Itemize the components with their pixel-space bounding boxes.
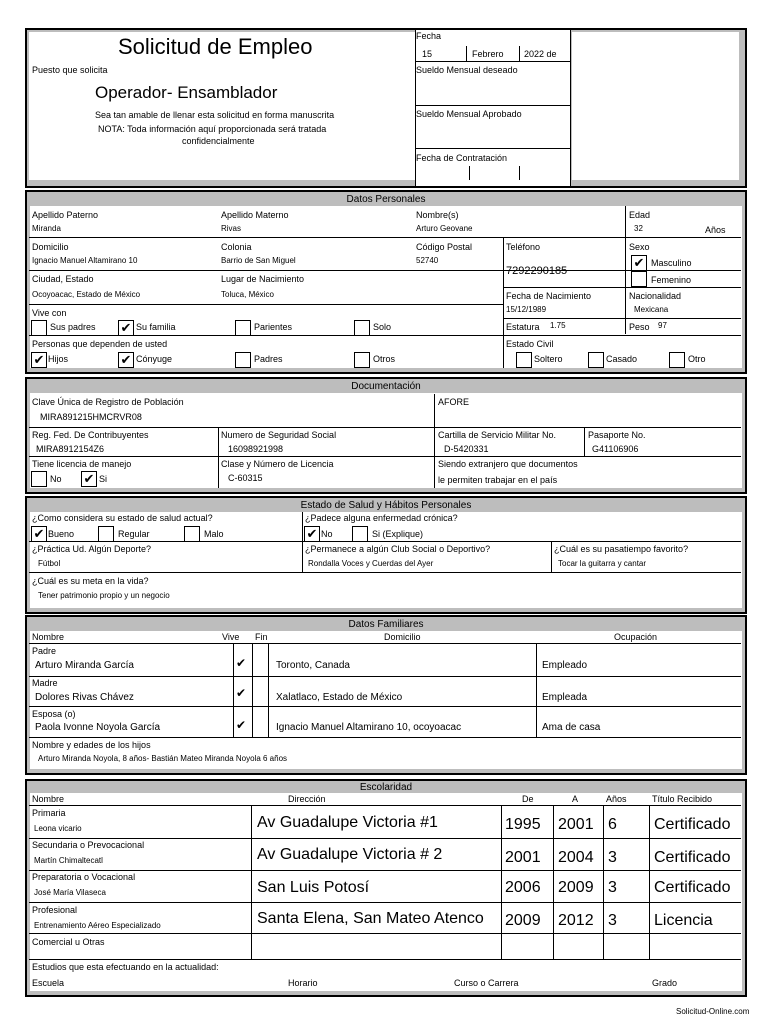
school-row-de[interactable]: 2006 <box>505 879 541 896</box>
school-row-level: Secundaria o Prevocacional <box>32 840 145 850</box>
rfc-value[interactable]: MIRA8912154Z6 <box>36 444 105 454</box>
civil-label: Estado Civil <box>506 339 554 349</box>
escuela-label: Escuela <box>32 978 65 988</box>
casado-label: Casado <box>606 354 638 364</box>
family-col-vive: Vive <box>222 632 240 642</box>
domicilio-value[interactable]: Ignacio Manuel Altamirano 10 <box>32 256 138 265</box>
militar-value[interactable]: D-5420331 <box>444 444 489 454</box>
grado-label: Grado <box>652 978 678 988</box>
family-row-ocupacion[interactable]: Empleado <box>542 660 588 671</box>
instruction-text: Sea tan amable de llenar esta solicitud en forma manuscrita <box>95 110 335 120</box>
soltero-label: Soltero <box>534 354 563 364</box>
cp-value[interactable]: 52740 <box>416 256 439 265</box>
clase-label: Clase y Número de Licencia <box>221 459 334 469</box>
padres-label: Padres <box>254 354 283 364</box>
pasatiempo-question: ¿Cuál es su pasatiempo favorito? <box>554 544 689 554</box>
fnac-value[interactable]: 15/12/1989 <box>506 305 547 314</box>
ciudad-value[interactable]: Ocoyoacac, Estado de México <box>32 290 141 299</box>
materno-value[interactable]: Rivas <box>221 224 242 233</box>
note-line2: confidencialmente <box>182 136 255 146</box>
family-col-ocupacion: Ocupación <box>614 632 658 642</box>
anos-label: Años <box>705 225 726 235</box>
otro-label: Otro <box>688 354 706 364</box>
family-row-name[interactable]: Arturo Miranda García <box>35 660 134 671</box>
note-line1: NOTA: Toda información aquí proporcionada será tratada <box>98 124 327 134</box>
sus-padres-checkbox[interactable] <box>31 320 47 336</box>
estado-salud-question: ¿Como considera su estado de salud actual? <box>32 513 213 523</box>
school-row-level: Profesional <box>32 905 78 915</box>
family-row-role: Madre <box>32 678 58 688</box>
school-row-anos[interactable]: 3 <box>608 879 617 896</box>
school-col-de: De <box>522 794 534 804</box>
position-value[interactable]: Operador- Ensamblador <box>95 83 278 102</box>
deporte-question: ¿Práctica Ud. Algún Deporte? <box>32 544 152 554</box>
hire-date-label: Fecha de Contratación <box>416 153 508 163</box>
peso-label: Peso <box>629 322 650 332</box>
sexo-label: Sexo <box>629 242 650 252</box>
meta-question: ¿Cuál es su meta en la vida? <box>32 576 149 586</box>
parientes-label: Parientes <box>254 322 293 332</box>
edad-value[interactable]: 32 <box>634 224 643 233</box>
vive-con-label: Vive con <box>32 308 67 318</box>
hijos-label: Hijos <box>48 354 69 364</box>
meta-value[interactable]: Tener patrimonio propio y un negocio <box>38 591 170 600</box>
cronica-no-checkbox[interactable]: ✔ <box>304 526 320 542</box>
family-row-domicilio[interactable]: Xalatlaco, Estado de México <box>276 692 403 703</box>
fnac-label: Fecha de Nacimiento <box>506 291 592 301</box>
family-row-name[interactable]: Dolores Rivas Chávez <box>35 692 134 703</box>
padres-checkbox[interactable] <box>235 352 251 368</box>
solo-label: Solo <box>373 322 392 332</box>
school-row-de[interactable]: 2001 <box>505 849 541 866</box>
bueno-checkbox[interactable]: ✔ <box>31 526 47 542</box>
malo-checkbox[interactable] <box>184 526 200 542</box>
date-month[interactable]: Febrero <box>472 49 504 59</box>
masculino-label: Masculino <box>651 258 692 268</box>
school-row-dir[interactable]: Santa Elena, San Mateo Atenco <box>257 910 484 927</box>
pasaporte-label: Pasaporte No. <box>588 430 646 440</box>
date-day[interactable]: 15 <box>422 49 433 59</box>
solo-checkbox[interactable] <box>354 320 370 336</box>
femenino-checkbox[interactable] <box>631 271 647 287</box>
hijos-checkbox[interactable]: ✔ <box>31 352 47 368</box>
cronica-question: ¿Padece alguna enfermedad crónica? <box>305 513 458 523</box>
telefono-label: Teléfono <box>506 242 541 252</box>
school-row-dir[interactable]: Av Guadalupe Victoria #1 <box>257 814 438 831</box>
licencia-no-checkbox[interactable] <box>31 471 47 487</box>
position-label: Puesto que solicita <box>32 65 108 75</box>
school-row-anos[interactable]: 6 <box>608 816 617 833</box>
otros-checkbox[interactable] <box>354 352 370 368</box>
regular-label: Regular <box>118 529 150 539</box>
school-row-a[interactable]: 2012 <box>558 912 594 929</box>
school-row-de[interactable]: 1995 <box>505 816 541 833</box>
school-row-a[interactable]: 2004 <box>558 849 594 866</box>
club-value[interactable]: Rondalla Voces y Cuerdas del Ayer <box>308 559 434 568</box>
curso-label: Curso o Carrera <box>454 978 519 988</box>
su-familia-label: Su familia <box>136 322 176 332</box>
soltero-checkbox[interactable] <box>516 352 532 368</box>
nss-value[interactable]: 16098921998 <box>228 444 284 454</box>
school-row-titulo[interactable]: Certificado <box>654 849 731 866</box>
family-col-fin: Fin <box>255 632 268 642</box>
femenino-label: Femenino <box>651 275 692 285</box>
conyuge-checkbox[interactable]: ✔ <box>118 352 134 368</box>
family-row-domicilio[interactable]: Ignacio Manuel Altamirano 10, ocoyoacac <box>276 722 462 733</box>
school-row-titulo[interactable]: Certificado <box>654 816 731 833</box>
family-row-vive[interactable]: ✔ <box>236 718 247 732</box>
militar-label: Cartilla de Servicio Militar No. <box>438 430 557 440</box>
horario-label: Horario <box>288 978 318 988</box>
estatura-label: Estatura <box>506 322 540 332</box>
school-row-level: Preparatoria o Vocacional <box>32 872 136 882</box>
nombres-label: Nombre(s) <box>416 210 459 220</box>
afore-label: AFORE <box>438 397 470 407</box>
form-title: Solicitud de Empleo <box>118 34 313 59</box>
school-row-titulo[interactable]: Licencia <box>654 912 713 929</box>
school-row-dir[interactable]: San Luis Potosí <box>257 879 370 896</box>
paterno-value[interactable]: Miranda <box>32 224 61 233</box>
pasatiempo-value[interactable]: Tocar la guitarra y cantar <box>558 559 647 568</box>
health-title: Estado de Salud y Hábitos Personales <box>300 500 472 511</box>
school-row-de[interactable]: 2009 <box>505 912 541 929</box>
extranjero-line1: Siendo extranjero que documentos <box>438 459 578 469</box>
bueno-label: Bueno <box>48 529 75 539</box>
family-title: Datos Familiares <box>348 619 424 630</box>
school-row-a[interactable]: 2001 <box>558 816 594 833</box>
lugar-label: Lugar de Nacimiento <box>221 274 305 284</box>
approved-salary-label: Sueldo Mensual Aprobado <box>416 109 522 119</box>
family-col-nombre: Nombre <box>32 632 65 642</box>
school-col-titulo: Título Recibido <box>652 794 713 804</box>
personal-title: Datos Personales <box>346 194 426 205</box>
pasaporte-value[interactable]: G41106906 <box>592 444 639 454</box>
licencia-no-label: No <box>50 474 62 484</box>
school-col-anos: Años <box>606 794 627 804</box>
school-col-a: A <box>572 794 579 804</box>
domicilio-label: Domicilio <box>32 242 69 252</box>
date-year[interactable]: 2022 de <box>524 49 557 59</box>
ciudad-label: Ciudad, Estado <box>32 274 94 284</box>
school-row-name[interactable]: Entrenamiento Aéreo Especializado <box>34 921 161 930</box>
school-row-level: Primaria <box>32 808 66 818</box>
casado-checkbox[interactable] <box>588 352 604 368</box>
otros-label: Otros <box>373 354 396 364</box>
otro-checkbox[interactable] <box>669 352 685 368</box>
date-label: Fecha <box>416 31 442 41</box>
colonia-value[interactable]: Barrio de San Miguel <box>221 256 296 265</box>
colonia-label: Colonia <box>221 242 252 252</box>
docs-title: Documentación <box>351 381 421 392</box>
school-col-direccion: Dirección <box>288 794 326 804</box>
estatura-value[interactable]: 1.75 <box>550 321 566 330</box>
family-row-ocupacion[interactable]: Empleada <box>542 692 588 703</box>
deporte-value[interactable]: Fútbol <box>38 559 61 568</box>
school-row-name[interactable]: Martín Chimaltecatl <box>34 856 103 865</box>
nss-label: Numero de Seguridad Social <box>221 430 337 440</box>
school-row-titulo[interactable]: Certificado <box>654 879 731 896</box>
materno-label: Apellido Materno <box>221 210 289 220</box>
edad-label: Edad <box>629 210 651 220</box>
extranjero-line2: le permiten trabajar en el país <box>438 475 558 485</box>
clase-value[interactable]: C-60315 <box>228 473 263 483</box>
school-title: Escolaridad <box>359 782 413 793</box>
family-row-vive[interactable]: ✔ <box>236 656 247 670</box>
family-row-domicilio[interactable]: Toronto, Canada <box>276 660 350 671</box>
paterno-label: Apellido Paterno <box>32 210 99 220</box>
licencia-si-label: Si <box>99 474 108 484</box>
licencia-label: Tiene licencia de manejo <box>32 459 132 469</box>
nacionalidad-value[interactable]: Mexicana <box>634 305 669 314</box>
licencia-si-checkbox[interactable]: ✔ <box>81 471 97 487</box>
parientes-checkbox[interactable] <box>235 320 251 336</box>
school-col-nombre: Nombre <box>32 794 65 804</box>
school-row-name[interactable]: Leona vicario <box>34 824 82 833</box>
footer-credit: Solicitud-Online.com <box>676 1007 750 1016</box>
hijos-value[interactable]: Arturo Miranda Noyola, 8 años- Bastián Mateo Miranda Noyola 6 años <box>38 754 288 763</box>
school-row-level: Comercial u Otras <box>32 937 105 947</box>
rfc-label: Reg. Fed. De Contribuyentes <box>32 430 149 440</box>
family-row-role: Esposa (o) <box>32 709 76 719</box>
school-row-anos[interactable]: 3 <box>608 912 617 929</box>
school-row-anos[interactable]: 3 <box>608 849 617 866</box>
family-row-vive[interactable]: ✔ <box>236 686 247 700</box>
cronica-no-label: No <box>321 529 333 539</box>
conyuge-label: Cónyuge <box>136 354 173 364</box>
dependen-label: Personas que dependen de usted <box>32 339 168 349</box>
nombres-value[interactable]: Arturo Geovane <box>416 224 473 233</box>
desired-salary-label: Sueldo Mensual deseado <box>416 65 518 75</box>
club-question: ¿Permanece a algún Club Social o Deportivo? <box>305 544 491 554</box>
school-row-name[interactable]: José María Vilaseca <box>34 888 106 897</box>
masculino-checkbox[interactable]: ✔ <box>631 255 647 271</box>
cronica-si-checkbox[interactable] <box>352 526 368 542</box>
family-row-ocupacion[interactable]: Ama de casa <box>542 722 601 733</box>
malo-label: Malo <box>204 529 224 539</box>
telefono-value[interactable]: 7292290185 <box>506 265 568 277</box>
school-row-a[interactable]: 2009 <box>558 879 594 896</box>
nacionalidad-label: Nacionalidad <box>629 291 682 301</box>
family-row-name[interactable]: Paola Ivonne Noyola García <box>35 722 161 733</box>
cronica-si-label: Si (Explique) <box>372 529 424 539</box>
peso-value[interactable]: 97 <box>658 321 667 330</box>
hijos-label: Nombre y edades de los hijos <box>32 740 151 750</box>
curp-label: Clave Única de Registro de Población <box>32 397 184 407</box>
sus-padres-label: Sus padres <box>50 322 96 332</box>
cp-label: Código Postal <box>416 242 473 252</box>
su-familia-checkbox[interactable]: ✔ <box>118 320 134 336</box>
regular-checkbox[interactable] <box>98 526 114 542</box>
curp-value[interactable]: MIRA891215HMCRVR08 <box>40 412 142 422</box>
family-row-role: Padre <box>32 646 57 656</box>
current-studies-label: Estudios que esta efectuando en la actualidad: <box>32 962 219 972</box>
school-row-dir[interactable]: Av Guadalupe Victoria # 2 <box>257 846 443 863</box>
lugar-value[interactable]: Toluca, México <box>221 290 274 299</box>
family-col-domicilio: Domicilio <box>384 632 421 642</box>
